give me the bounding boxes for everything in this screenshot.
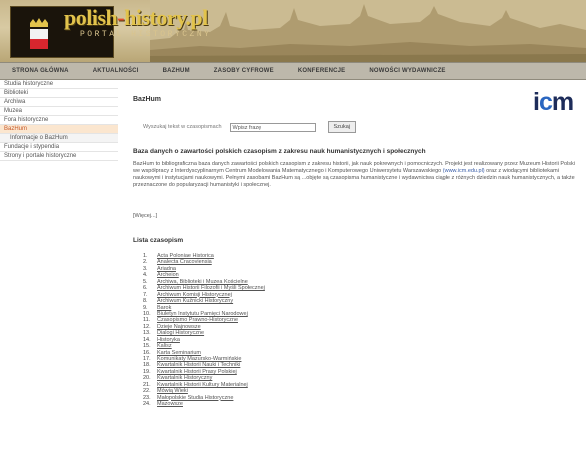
journal-number: 3.	[143, 265, 148, 272]
site-name[interactable]: polish-history.pl	[64, 5, 208, 30]
journal-title-link[interactable]: Czasopismo Prawno-Historyczne	[157, 317, 238, 324]
journal-number: 13.	[143, 330, 151, 337]
sidebar-item-forums[interactable]: Fora historyczne	[0, 116, 118, 125]
journal-number: 6.	[143, 285, 148, 292]
sidebar-menu	[0, 80, 118, 161]
journal-title-link[interactable]: Dialogi Historyczne	[157, 330, 205, 337]
search-button[interactable]: Szukaj	[328, 121, 357, 133]
more-link[interactable]: [Więcej...]	[133, 213, 158, 219]
nav-digital-resources[interactable]: ZASOBY CYFROWE	[213, 68, 274, 74]
sidebar-item-historical-studies[interactable]: Studia historyczne	[0, 80, 118, 89]
journal-title-link[interactable]: Małopolskie Studia Historyczne	[157, 394, 234, 401]
journal-number: 24.	[143, 401, 151, 408]
journal-number: 20.	[143, 375, 151, 382]
journal-title-link[interactable]: Kwartalnik Historii Nauki i Techniki	[157, 362, 241, 369]
icm-link[interactable]: (www.icm.edu.pl)	[442, 168, 485, 174]
journal-number: 16.	[143, 349, 151, 356]
icm-logo[interactable]: icm	[533, 88, 574, 116]
sidebar-item-bazhum-info[interactable]: Informacje o BazHum	[0, 134, 118, 143]
page-title: BazHum	[133, 96, 162, 103]
journal-number: 7.	[143, 291, 148, 298]
search-input[interactable]: Wpisz frazę	[230, 123, 316, 132]
journal-number: 5.	[143, 278, 148, 285]
journal-number: 21.	[143, 381, 151, 388]
journal-title-link[interactable]: Ariadna	[157, 265, 176, 272]
journal-number: 1.	[143, 253, 148, 259]
sidebar-item-history-portals[interactable]: Strony i portale historyczne	[0, 152, 118, 161]
journal-title-link[interactable]: Biuletyn Instytutu Pamięci Narodowej	[157, 310, 248, 317]
journal-title-link[interactable]: Analecta Cracoviensia	[157, 259, 212, 266]
sidebar-item-libraries[interactable]: Biblioteki	[0, 89, 118, 98]
section-heading: Baza danych o zawartości polskich czasopism z zakresu nauk humanistycznych i społecznych	[133, 148, 426, 155]
journal-title-link[interactable]: Kwartalnik Historii Prasy Polskiej	[157, 368, 237, 375]
sidebar-item-museums[interactable]: Muzea	[0, 107, 118, 116]
journal-number: 9.	[143, 304, 148, 311]
journal-number: 15.	[143, 343, 151, 350]
journal-number: 23.	[143, 394, 151, 401]
journal-title-link[interactable]: Komunikaty Mazursko-Warmińskie	[157, 356, 242, 362]
sidebar-item-bazhum[interactable]: BazHum	[0, 125, 118, 134]
journal-list-item[interactable]	[143, 401, 265, 407]
journal-number: 17.	[143, 356, 151, 362]
journal-number: 14.	[143, 336, 151, 343]
journal-title-link[interactable]: Barok	[157, 304, 172, 311]
journal-title-link[interactable]: Historyka	[157, 336, 180, 343]
city-panorama-image	[150, 0, 586, 62]
nav-home[interactable]: STRONA GŁÓWNA	[12, 68, 69, 74]
top-navigation	[0, 62, 586, 80]
site-tagline: PORTAL HISTORYCZNY	[80, 30, 212, 39]
description-text: BazHum to bibliograficzna baza danych zawartości polskich czasopism z zakresu historii, jak nauk pokrewnych i pomocniczych. Projekt jest realizowany przez Muzeum Historii Polski we współpracy z Interdyscyplinarnym Centrum Modelowania Matematycznego i Komputerowego Uniwersytetu Warszawskiego (www.icm.edu.pl) oraz z wiodącymi bibliotekami naukowymi i instytucjami naukowymi. Pełnymi zasobami BazHum są ...objęte są czasopisma humanistyczne i wydawnictwa ciągłe z różnych dziedzin nauk humanistycznych, a także przeznaczone do popularyzacji humanistyki i społecznej.	[133, 161, 576, 188]
journal-number: 19.	[143, 368, 151, 375]
nav-news[interactable]: AKTUALNOŚCI	[92, 68, 139, 74]
journal-title-link[interactable]: Archeion	[157, 272, 179, 279]
search-label: Wyszukaj tekst w czasopismach	[143, 124, 222, 130]
journal-list-heading: Lista czasopism	[133, 237, 184, 244]
journal-number: 10.	[143, 310, 151, 317]
journal-number: 12.	[143, 323, 151, 330]
journal-title-link[interactable]: Dzieje Najnowsze	[157, 323, 201, 330]
journal-title-link[interactable]: Archiwum Kuźnicki Historyczny	[157, 298, 234, 305]
journal-title-link[interactable]: Kwartalnik Historii Kultury Materialnej	[157, 381, 248, 388]
header-banner	[0, 0, 586, 62]
journal-list	[143, 253, 265, 408]
journal-title-link[interactable]: Karta Seminarium	[157, 349, 202, 356]
sidebar-item-foundations[interactable]: Fundacje i stypendia	[0, 143, 118, 152]
journal-title-link[interactable]: Archiwum Komisji Historycznej	[157, 291, 232, 298]
nav-bazhum[interactable]: BAZHUM	[162, 68, 190, 74]
journal-title-link[interactable]: Kalisz	[157, 343, 172, 350]
nav-new-publications[interactable]: NOWOŚCI WYDAWNICZE	[369, 68, 446, 74]
journal-number: 8.	[143, 298, 148, 305]
nav-conferences[interactable]: KONFERENCJE	[297, 68, 346, 74]
journal-number: 11.	[143, 317, 151, 324]
journal-number: 4.	[143, 272, 148, 279]
journal-title-link[interactable]: Archiwum Historii Filozofii i Myśli Społecznej	[157, 285, 265, 292]
journal-title-link[interactable]: Mówią Wieki	[157, 388, 188, 395]
journal-number: 22.	[143, 388, 151, 395]
journal-title-link[interactable]: Mazowsze	[157, 401, 183, 408]
journal-title-link[interactable]: Acta Poloniae Historica	[157, 253, 214, 259]
sidebar-item-archives[interactable]: Archiwa	[0, 98, 118, 107]
journal-number: 2.	[143, 259, 148, 266]
journal-title-link[interactable]: Kwartalnik Historyczny	[157, 375, 213, 382]
search-row	[143, 121, 356, 133]
journal-title-link[interactable]: Archiwa, Biblioteki i Muzea Kościelne	[157, 278, 248, 285]
eagle-crown-emblem-icon	[27, 17, 51, 53]
journal-number: 18.	[143, 362, 151, 369]
